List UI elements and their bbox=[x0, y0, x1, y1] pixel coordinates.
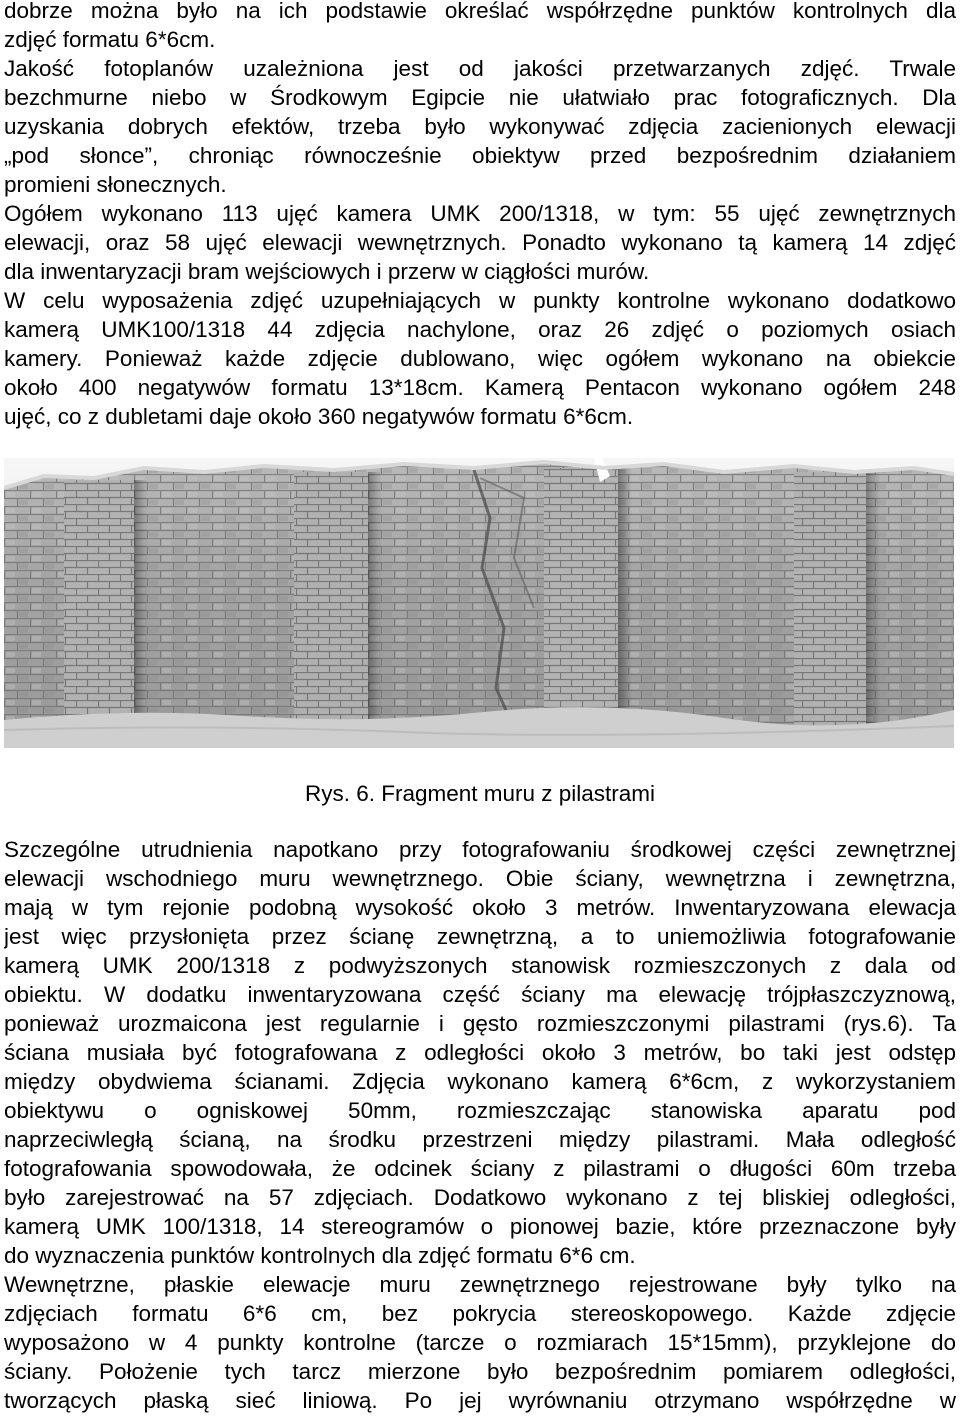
text-line: około 400 negatywów formatu 13*18cm. Kamerą Pentacon wykonano ogółem 248 bbox=[4, 375, 956, 400]
text-line: zdjęć formatu 6*6cm. bbox=[4, 27, 216, 52]
text-line: zdjęciach formatu 6*6 cm, bez pokrycia stereoskopowego. Każde zdjęcie bbox=[4, 1301, 956, 1326]
text-line: kamerą UMK 100/1318, 14 stereogramów o pionowej bazie, które przeznaczone były bbox=[4, 1214, 956, 1239]
text-line: obiektywu o ogniskowej 50mm, rozmieszczając stanowiska aparatu pod bbox=[4, 1098, 956, 1123]
wall-photo bbox=[4, 458, 954, 748]
text-line: Ogółem wykonano 113 ujęć kamera UMK 200/1318, w tym: 55 ujęć zewnętrznych bbox=[4, 201, 956, 226]
text-line: mają w tym rejonie podobną wysokość około 3 metrów. Inwentaryzowana elewacja bbox=[4, 895, 956, 920]
text-line: Jakość fotoplanów uzależniona jest od jakości przetwarzanych zdjęć. Trwale bbox=[4, 56, 956, 81]
text-line: ponieważ urozmaicona jest regularnie i gęsto rozmieszczonymi pilastrami (rys.6). Ta bbox=[4, 1011, 956, 1036]
text-line: elewacji, oraz 58 ujęć elewacji wewnętrznych. Ponadto wykonano tą kamerą 14 zdjęć bbox=[4, 230, 956, 255]
text-line: naprzeciwległą ścianą, na środku przestrzeni między pilastrami. Mała odległość bbox=[4, 1127, 956, 1152]
text-line: między obydwiema ścianami. Zdjęcia wykonano kamerą 6*6cm, z wykorzystaniem bbox=[4, 1069, 956, 1094]
text-line: tworzących płaską sieć liniową. Po jej wyrównaniu otrzymano współrzędne w bbox=[4, 1388, 956, 1413]
text-line: kamerą UMK 200/1318 z podwyższonych stanowisk rozmieszczonych z dala od bbox=[4, 953, 956, 978]
text-line: fotografowania spowodowała, że odcinek ściany z pilastrami o długości 60m trzeba bbox=[4, 1156, 956, 1181]
text-line: ujęć, co z dubletami daje około 360 negatywów formatu 6*6cm. bbox=[4, 404, 634, 429]
text-line: Wewnętrzne, płaskie elewacje muru zewnętrznego rejestrowane były tylko na bbox=[4, 1272, 956, 1297]
text-line: kamery. Ponieważ każde zdjęcie dublowano, więc ogółem wykonano na obiekcie bbox=[4, 346, 956, 371]
text-line: wyposażono w 4 punkty kontrolne (tarcze o rozmiarach 15*15mm), przyklejone do bbox=[4, 1330, 956, 1355]
text-line: kamerą UMK100/1318 44 zdjęcia nachylone, oraz 26 zdjęć o poziomych osiach bbox=[4, 317, 956, 342]
figure-caption: Rys. 6. Fragment muru z pilastrami bbox=[304, 781, 656, 806]
text-line: ściana musiała być fotografowana z odległości około 3 metrów, bo taki jest odstęp bbox=[4, 1040, 956, 1065]
text-line: do wyznaczenia punktów kontrolnych dla zdjęć formatu 6*6 cm. bbox=[4, 1243, 636, 1268]
text-line: jest więc przysłonięta przez ścianę zewnętrzną, a to uniemożliwia fotografowanie bbox=[4, 924, 956, 949]
text-line: W celu wyposażenia zdjęć uzupełniających w punkty kontrolne wykonano dodatkowo bbox=[4, 288, 956, 313]
text-line: uzyskania dobrych efektów, trzeba było wykonywać zdjęcia zacienionych elewacji bbox=[4, 114, 956, 139]
text-line: dla inwentaryzacji bram wejściowych i przerw w ciągłości murów. bbox=[4, 259, 650, 284]
text-line: bezchmurne niebo w Środkowym Egipcie nie ułatwiało prac fotograficznych. Dla bbox=[4, 85, 956, 110]
text-line: dobrze można było na ich podstawie określać współrzędne punktów kontrolnych dla bbox=[4, 0, 956, 23]
text-line: Szczególne utrudnienia napotkano przy fotografowaniu środkowej części zewnętrznej bbox=[4, 837, 956, 862]
text-line: elewacji wschodniego muru wewnętrznego. Obie ściany, wewnętrzna i zewnętrzna, bbox=[4, 866, 956, 891]
text-line: promieni słonecznych. bbox=[4, 172, 227, 197]
text-line: obiektu. W dodatku inwentaryzowana część ściany ma elewację trójpłaszczyznową, bbox=[4, 982, 956, 1007]
text-line: „pod słonce”, chroniąc równocześnie obiektyw przed bezpośrednim działaniem bbox=[4, 143, 956, 168]
text-line: ściany. Położenie tych tarcz mierzone było bezpośrednim pomiarem odległości, bbox=[4, 1359, 956, 1384]
text-line: było zarejestrować na 57 zdjęciach. Dodatkowo wykonano z tej bliskiej odległości, bbox=[4, 1185, 956, 1210]
